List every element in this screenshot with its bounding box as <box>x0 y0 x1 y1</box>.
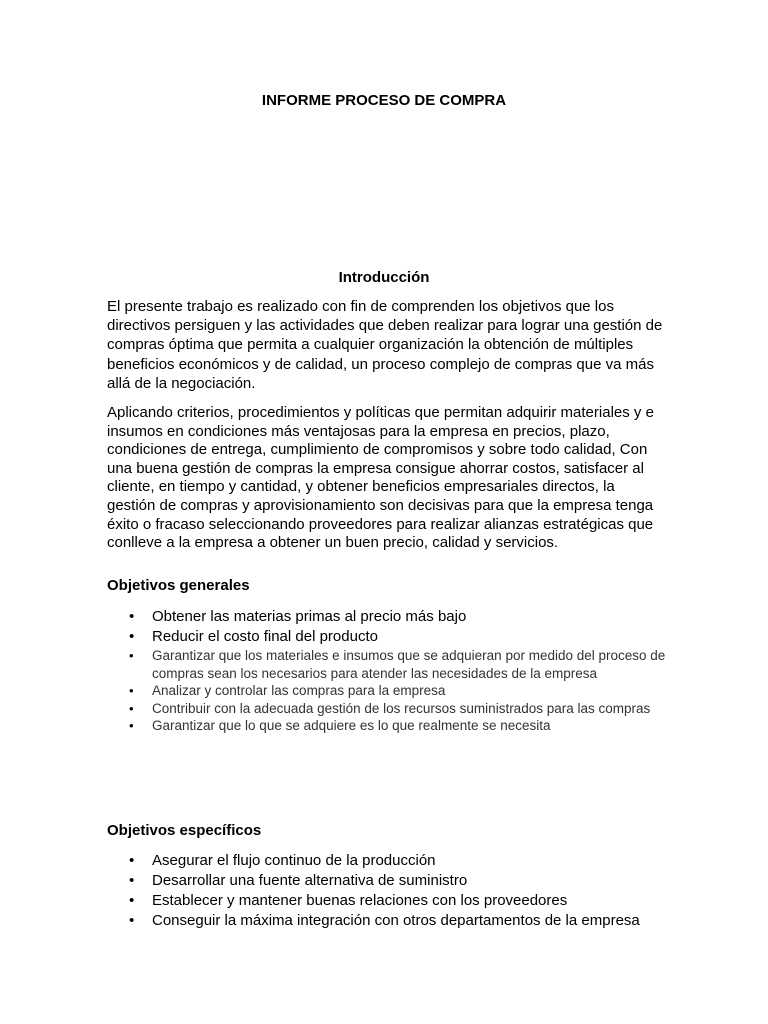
list-item-text: Obtener las materias primas al precio más bajo <box>152 608 467 625</box>
bullet-icon: • <box>129 683 134 698</box>
bullet-icon: • <box>129 628 135 645</box>
list-item <box>107 717 667 735</box>
bullet-icon: • <box>129 608 135 625</box>
intro-heading: Introducción <box>338 269 430 286</box>
bullet-icon: • <box>129 852 135 869</box>
list-item-text: Asegurar el flujo continuo de la producción <box>152 852 436 869</box>
list-item <box>107 682 667 700</box>
list-item <box>107 851 667 871</box>
list-item <box>107 627 667 647</box>
document-title: INFORME PROCESO DE COMPRA <box>261 92 507 109</box>
list-item <box>107 607 667 627</box>
objetivos-especificos-heading: Objetivos específicos <box>107 822 262 839</box>
list-item <box>107 891 667 911</box>
bullet-icon: • <box>129 872 135 889</box>
list-item <box>107 700 667 718</box>
bullet-icon: • <box>129 892 135 909</box>
list-item <box>107 911 667 931</box>
bullet-icon: • <box>129 700 134 716</box>
bullet-icon: • <box>129 648 134 663</box>
intro-paragraph-1: El presente trabajo es realizado con fin de comprenden los objetivos que los directivos persiguen y las actividades que deben realizar para lograr una gestión de compras óptima que permita a cualquier organización la obtención de múltiples beneficios económicos y de calidad, un proceso complejo de compras que va más allá de la negociación. <box>107 298 663 392</box>
list-item-text: Contribuir con la adecuada gestión de los recursos suministrados para las compras <box>152 700 651 716</box>
list-item-text: Establecer y mantener buenas relaciones con los proveedores <box>152 892 568 909</box>
list-item-text: Analizar y controlar las compras para la empresa <box>152 683 446 698</box>
objetivos-especificos-list <box>107 851 667 931</box>
list-item-text: Reducir el costo final del producto <box>152 628 378 645</box>
intro-paragraph-2: Aplicando criterios, procedimientos y políticas que permitan adquirir materiales y e insumos en condiciones más ventajosas para la empresa en precios, plazo, condiciones de entrega, cumplimiento de compromisos y sobre todo calidad, Con una buena gestión de compras la empresa consigue ahorrar costos, satisfacer al cliente, en tiempo y cantidad, y obtener beneficios empresariales directos, la gestión de compras y aprovisionamiento son decisivas para que la empresa tenga éxito o fracaso seleccionando proveedores para realizar alianzas estratégicas que conlleve a la empresa a obtener un buen precio, calidad y servicios. <box>107 404 654 552</box>
list-item-text: Conseguir la máxima integración con otros departamentos de la empresa <box>152 912 640 929</box>
objetivos-generales-heading: Objetivos generales <box>107 577 250 594</box>
objetivos-generales-list <box>107 607 667 735</box>
list-item-text: Garantizar que lo que se adquiere es lo que realmente se necesita <box>152 718 551 733</box>
list-item <box>107 647 667 682</box>
list-item-text: Desarrollar una fuente alternativa de suministro <box>152 872 468 889</box>
bullet-icon: • <box>129 718 134 733</box>
list-item-text: Garantizar que los materiales e insumos que se adquieran por medido del proceso de compras sean los necesarios para atender las necesidades de la empresa <box>152 648 666 681</box>
list-item <box>107 871 667 891</box>
bullet-icon: • <box>129 912 135 929</box>
